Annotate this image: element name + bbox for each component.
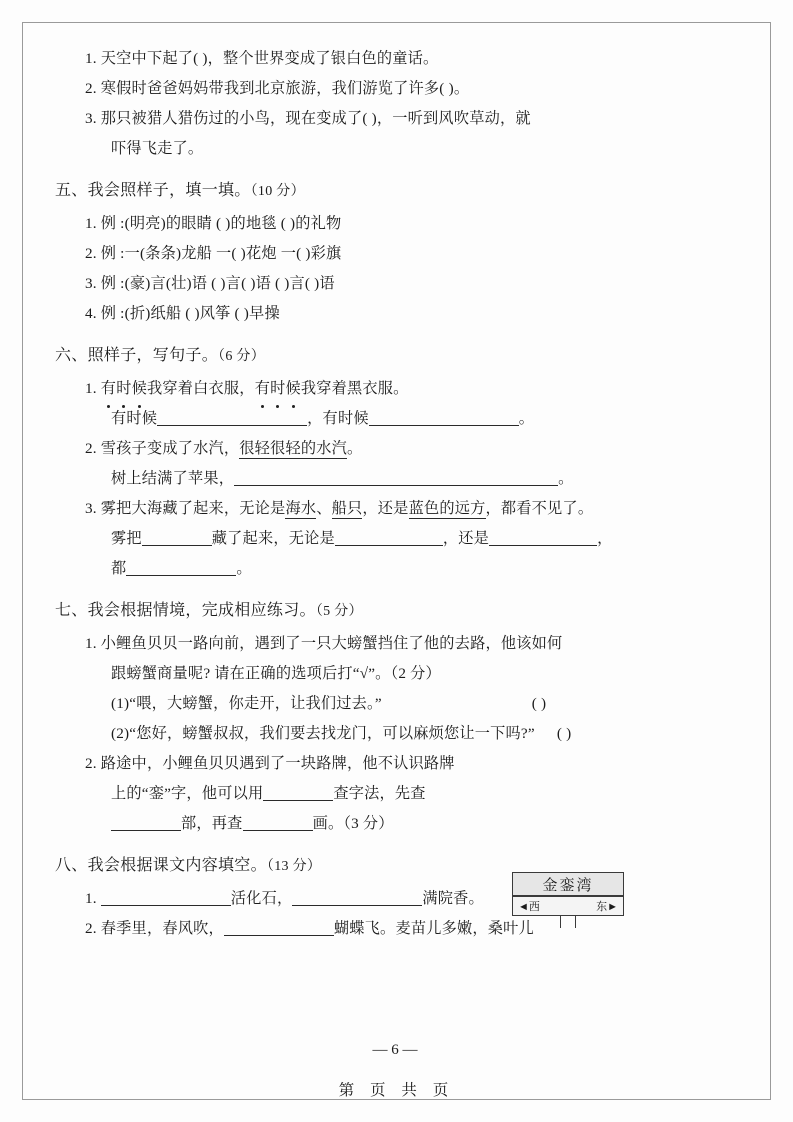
section-7-q1-line1: 1. 小鲤鱼贝贝一路向前，遇到了一只大螃蟹挡住了他的去路，他该如何 xyxy=(85,635,563,652)
q3-blank-4[interactable] xyxy=(126,558,236,576)
s8-q1-blank-2[interactable] xyxy=(292,888,422,906)
road-sign-name: 金銮湾 xyxy=(512,872,624,896)
s8-q1-text-b: 满院香。 xyxy=(422,890,484,907)
section-6-score: （6 分） xyxy=(218,349,266,364)
q3-underlined-2: 船只 xyxy=(331,500,363,517)
option-1-checkbox[interactable]: ( ) xyxy=(531,695,547,712)
road-sign-graphic xyxy=(512,872,624,930)
section-6-q3-answer-line1 xyxy=(55,524,695,554)
q1-dot-3: 候 xyxy=(132,374,147,404)
q1-number: 1. xyxy=(85,380,101,397)
q1-dot-4: 有 xyxy=(255,374,270,404)
q3-answer-d: ， xyxy=(597,530,613,547)
q3-blank-2[interactable] xyxy=(335,528,443,546)
top-question-2: 2. 寒假时爸爸妈妈带我到北京旅游，我们游览了许多( )。 xyxy=(85,80,470,97)
section-8-title: 八、我会根据课文内容填空。 xyxy=(55,857,267,874)
section-7-q2-line3 xyxy=(55,809,695,839)
section-7-q2-line2 xyxy=(55,779,695,809)
section-7-title: 七、我会根据情境，完成相应练习。 xyxy=(55,602,316,619)
q3-blank-3[interactable] xyxy=(489,528,597,546)
section-6-heading xyxy=(55,339,695,374)
q2-text-b: 查字法，先查 xyxy=(333,785,426,802)
section-8-score: （13 分） xyxy=(266,859,322,874)
section-7-score: （5 分） xyxy=(315,604,363,619)
q1-answer-end: 。 xyxy=(518,410,535,427)
q2-text-a: 上的“銮”字，他可以用 xyxy=(111,785,264,802)
q3-underlined-3: 蓝色的远方 xyxy=(408,500,486,517)
s8-q2-text-a: 2. 春季里，春风吹， xyxy=(85,920,224,937)
q2-text-c: 部，再查 xyxy=(181,815,243,832)
road-sign-directions xyxy=(512,896,624,916)
q1-answer-mid: ，有时候 xyxy=(307,410,369,427)
section-6-q1-example: 1. 有时候我穿着白衣服，有时候我穿着黑衣服。 xyxy=(55,374,695,404)
road-sign-east-label: 东► xyxy=(596,901,618,913)
q3-underlined-1: 海水 xyxy=(285,500,317,517)
q1-dot-1: 有 xyxy=(101,374,116,404)
q2-answer-lead: 树上结满了苹果， xyxy=(111,470,235,487)
section-5-item-4: 4. 例 :(折)纸船 ( )风筝 ( )早操 xyxy=(85,305,280,322)
page-footer: 第 页 共 页 xyxy=(338,1082,455,1099)
s8-q1-number: 1. xyxy=(85,890,101,907)
q3-blank-1[interactable] xyxy=(142,528,212,546)
s8-q2-text-b: 蝴蝶飞。麦苗儿多嫩，桑叶儿 xyxy=(333,920,534,937)
section-5-title: 五、我会照样子，填一填。 xyxy=(55,182,251,199)
s8-q1-text-a: 活化石， xyxy=(230,890,293,907)
q3-answer-c: ，还是 xyxy=(442,530,490,547)
section-6-q3-example: 3. 雾把大海藏了起来，无论是海水、船只，还是蓝色的远方，都看不见了。 xyxy=(85,500,594,517)
q1-dot-5: 时 xyxy=(270,374,285,404)
q2-answer-end: 。 xyxy=(558,470,574,487)
section-7-q2-line1: 2. 路途中，小鲤鱼贝贝遇到了一块路牌，他不认识路牌 xyxy=(85,755,455,772)
section-5-item-2: 2. 例 :一(条条)龙船 一( )花炮 一( )彩旗 xyxy=(85,245,342,262)
section-7-option-2 xyxy=(55,719,695,749)
section-6-q1-answer xyxy=(55,404,695,434)
section-6-q2-example: 2. 雪孩子变成了水汽，很轻很轻的水汽。 xyxy=(85,440,363,457)
q2-text-d: 画。（3 分） xyxy=(312,815,394,832)
page-content xyxy=(55,44,695,944)
road-sign-post xyxy=(560,916,576,928)
section-5-heading xyxy=(55,174,695,209)
q3-answer-e: 都 xyxy=(111,560,127,577)
q3-answer-f: 。 xyxy=(236,560,252,577)
q2-blank-1[interactable] xyxy=(234,468,558,486)
q2-underlined: 很轻很轻的水汽 xyxy=(239,440,347,457)
section-7-option-1 xyxy=(55,689,695,719)
road-sign-west-label: ◄西 xyxy=(518,901,540,913)
section-5-item-3: 3. 例 :(豪)言(壮)语 ( )言( )语 ( )言( )语 xyxy=(85,275,335,292)
q1-dot-2: 时 xyxy=(116,374,131,404)
q1-blank-2[interactable] xyxy=(369,408,519,426)
page-number: — 6 — xyxy=(372,1042,418,1058)
q1-blank-1[interactable] xyxy=(157,408,307,426)
q1-dot-6: 候 xyxy=(285,374,300,404)
s8-q2-blank-1[interactable] xyxy=(224,918,334,936)
section-6-q2-answer xyxy=(55,464,695,494)
q3-answer-a: 雾把 xyxy=(111,530,142,547)
top-question-1: 1. 天空中下起了( )，整个世界变成了银白色的童话。 xyxy=(85,50,439,67)
s8-q1-blank-1[interactable] xyxy=(101,888,231,906)
option-2-text: (2)“您好，螃蟹叔叔，我们要去找龙门，可以麻烦您让一下吗?” xyxy=(111,725,535,742)
top-question-3: 3. 那只被猎人猎伤过的小鸟，现在变成了( )，一听到风吹草动，就 xyxy=(85,110,531,127)
q2-blank-method[interactable] xyxy=(263,783,333,801)
section-5-item-1: 1. 例 :(明亮)的眼睛 ( )的地毯 ( )的礼物 xyxy=(85,215,342,232)
top-question-3-cont: 吓得飞走了。 xyxy=(111,140,204,157)
q2-blank-strokes[interactable] xyxy=(243,813,313,831)
q1-answer-lead: 有时候 xyxy=(111,410,158,427)
option-2-checkbox[interactable]: ( ) xyxy=(556,725,572,742)
section-6-q3-answer-line2 xyxy=(55,554,695,584)
q2-blank-radical[interactable] xyxy=(111,813,181,831)
section-5-score: （10 分） xyxy=(250,184,305,199)
option-1-text: (1)“喂，大螃蟹，你走开，让我们过去。” xyxy=(111,695,382,712)
section-7-heading xyxy=(55,594,695,629)
section-6-title: 六、照样子，写句子。 xyxy=(55,347,219,364)
q3-answer-b: 藏了起来，无论是 xyxy=(211,530,335,547)
section-7-q1-line2: 跟螃蟹商量呢? 请在正确的选项后打“√”。（2 分） xyxy=(111,665,441,682)
